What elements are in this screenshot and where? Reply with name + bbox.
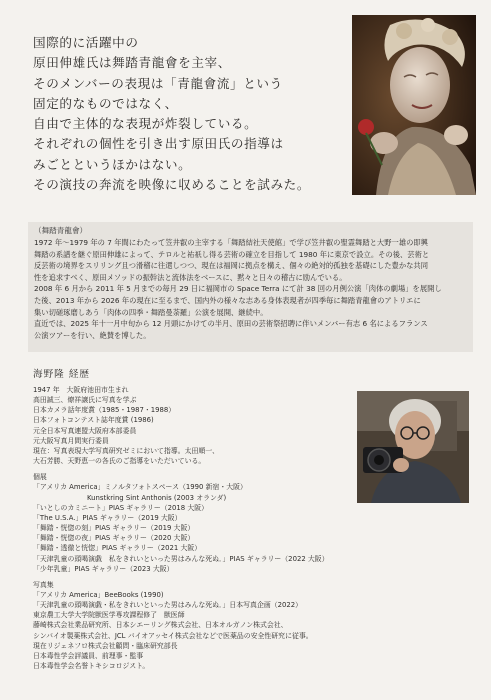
- bio-history-line: 元全日本写真連盟大阪府本部委員: [33, 426, 137, 435]
- career-line: 東京農工大学大学院獣医学専攻課程修了 獣医師: [33, 611, 185, 620]
- performer-photo: [352, 15, 476, 195]
- company-line: 性を追求すべく、原田メソッドの振幹法と流体法をベースに、黙々と日々の稽古に励んでいる。: [34, 272, 347, 282]
- exhibition-item: 「舞踏・恍惚の夜」PIAS ギャラリー（2020 大阪）: [33, 534, 195, 543]
- company-line: 2008 年 6 月から 2011 年 5 月までの毎月 29 日に福岡市の Space Terra にて計 38 回の月例公演「肉体の劇場」を展開し: [34, 284, 442, 294]
- career-line: 藤崎株式会社業品研究所、日本シエーリング株式会社、日本オルガノン株式会社、: [33, 621, 288, 630]
- company-line: 反芸術の境界をスリリング且つ滑稽に往還しつつ、現在は福岡に拠点を構え、個々の絶対的孤独を基礎にした豊かな共同: [34, 261, 429, 271]
- career-line: 現在リジェネフロ株式会社顧問・臨床研究部長: [33, 641, 178, 650]
- company-heading: （舞踏青龍會）: [34, 226, 88, 235]
- exhibition-item: 「いとしのカミニート」PIAS ギャラリー（2018 大阪）: [33, 503, 209, 512]
- company-line: 公演ツアーを行い、絶賛を博した。: [34, 330, 151, 340]
- exhibition-item: 「The U.S.A.」PIAS ギャラリー（2019 大阪）: [33, 513, 182, 522]
- intro-text: [33, 33, 348, 195]
- intro-line: それぞれの個性を引き出す原田氏の指導は: [33, 136, 284, 152]
- exhibition-item: 「舞踏・透徹と恍惚」PIAS ギャラリー（2021 大阪）: [33, 544, 202, 553]
- exhibition-item: 「少年乳童」PIAS ギャラリー（2023 大阪）: [33, 564, 174, 573]
- book-item: 「アメリカ America」BeeBooks (1990): [33, 590, 164, 599]
- bio-history-line: 元大阪写真月間実行委員: [33, 436, 109, 445]
- exhibition-item: 「アメリカ America」ミノルタフォトスペース（1990 新宿・大阪）: [33, 483, 247, 492]
- bio-history-line: 大石芳勝、天野恵一の各氏のご指導をいただいている。: [33, 457, 206, 466]
- exhibitions-label: 個展: [33, 473, 47, 482]
- company-line: た後、2013 年から 2026 年の現在に至るまで、国内外の様々な志ある身体表現者が四季毎に舞踏青龍會のアトリエに: [34, 295, 421, 305]
- book-item: 「天津乳童の頭喝演戯・私をきれいといった男はみんな死ぬ．」日本写真企画（2022）: [33, 601, 303, 610]
- bio-title: 海野隆 経歴: [33, 369, 91, 380]
- photographer-photo: [357, 391, 469, 503]
- exhibition-item: Kunstkring Sint Anthonis (2003 オランダ): [87, 493, 227, 502]
- bio-history-line: 日本フォトコンテスト誌年度賞 (1986): [33, 416, 154, 425]
- intro-line: 自由で主体的な表現が炸裂している。: [33, 116, 258, 132]
- company-description: [34, 237, 470, 341]
- intro-line: その演技の奔流を映像に収めることを試みた。: [33, 177, 311, 193]
- company-line: 舞踏の系譜を継ぐ原田伸雄によって、テロルと祐祇し得る芸術の確立を目指して 1980 年に東京で設立。その後、芸術と: [34, 249, 430, 259]
- company-info-panel: [28, 222, 473, 352]
- bio-history-line: 1947 年 大阪府池田市生まれ: [33, 386, 129, 394]
- bio-history-line: 現在：写真表現大学写真研究ゼミにおいて指導。太田順一、: [33, 446, 220, 455]
- career-line: 日本毒性学会名誉トキシコロジスト。: [33, 662, 150, 671]
- company-line: 直近では、2025 年十一月中旬から 12 月頭にかけての半月、原田の芸術祭招聘に伴いメンバー有志 6 名によるフランス: [34, 319, 428, 329]
- intro-line: 国際的に活躍中の: [33, 35, 139, 50]
- intro-line: 原田伸雄氏は舞踏青龍會を主宰、: [33, 55, 231, 71]
- exhibition-item: 「舞踏・恍惚の刻」PIAS ギャラリー（2019 大阪）: [33, 524, 195, 533]
- bio-history-line: 日本カメラ話年度賞（1985・1987・1988）: [33, 406, 176, 415]
- company-line: 1972 年～1979 年の 7 年間にわたって笠井叡の主宰する「舞踏結社天使館」で学び笠井叡の聖霊舞踏と大野一雄の即興: [34, 238, 429, 247]
- intro-line: 固定的なものではなく、: [33, 95, 178, 111]
- career-line: 日本毒性学会評議員、前理事・監事: [33, 651, 144, 660]
- intro-line: みごとというほかはない。: [33, 156, 192, 172]
- books-label: 写真集: [33, 580, 54, 589]
- bio-history-line: 高田誠三、燎祥譲氏に写真を学ぶ: [33, 396, 137, 405]
- exhibition-item: 「天津乳童の頭喝演戯 私をきれいといった男はみんな死ぬ．」PIAS ギャラリー（2022 大阪）: [33, 554, 329, 563]
- career-line: シンバイオ製薬株式会社、JCL バイオアッセイ株式会社などで医薬品の安全性研究に従事。: [33, 631, 313, 640]
- photographer-bio: [33, 385, 353, 671]
- company-line: 集い切磋琢磨しあう「肉体の四季・舞踏曼荼羅」公演を展開、継続中。: [34, 307, 268, 317]
- intro-line: そのメンバーの表現は「青龍會流」という: [33, 75, 283, 91]
